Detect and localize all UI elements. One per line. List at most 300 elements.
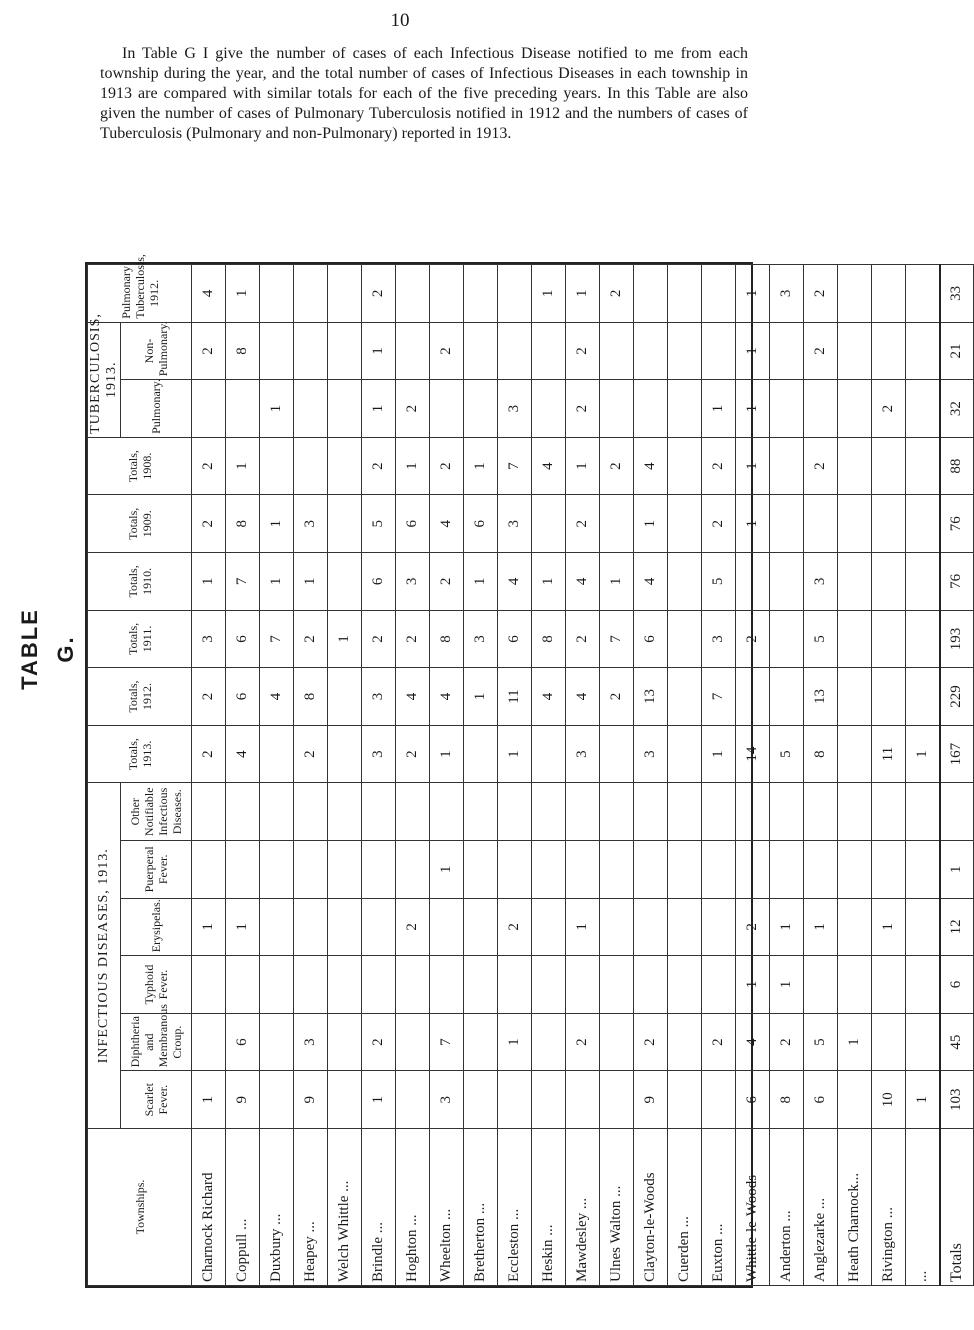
table-cell: 5 [804, 1013, 838, 1071]
table-cell: 2 [362, 1013, 396, 1071]
table-cell: 6 [226, 610, 260, 668]
table-cell: 1 [702, 380, 736, 438]
table-cell [872, 956, 906, 1014]
table-cell: 2 [430, 437, 464, 495]
intro-text: In Table G I give the number of cases of each Infectious Disease notified to me from each township during the year, and the total number of cases of Infectious Diseases in each township in 1913 are compared with similar totals for each of the five preceding years. In this Table are also given the number of cases of Pulmonary Tuberculosis notified in 1912 and the numbers of cases of Tuberculosis (Pulmonary and non-Pulmonary) reported in 1913. [100, 45, 748, 142]
table-cell: 1 [736, 265, 770, 323]
township-name: Charnock Richard [192, 1129, 226, 1286]
table-cell: 2 [600, 668, 634, 726]
table-cell: 2 [872, 380, 906, 438]
table-cell: 2 [702, 495, 736, 553]
table-cell [702, 898, 736, 956]
table-cell: 2 [362, 265, 396, 323]
table-cell: 2 [396, 898, 430, 956]
col-other-diseases: Other Notifiable Infectious Diseases. [121, 783, 192, 841]
table-cell: 1 [736, 437, 770, 495]
table-cell: 2 [804, 322, 838, 380]
table-cell [464, 783, 498, 841]
table-cell [600, 1013, 634, 1071]
table-cell [668, 437, 702, 495]
township-name: Anglezarke ... [804, 1129, 838, 1286]
table-cell [328, 437, 362, 495]
township-name: Wheelton ... [430, 1129, 464, 1286]
table-cell [872, 553, 906, 611]
table-cell [532, 1013, 566, 1071]
table-cell [328, 898, 362, 956]
table-cell [192, 1013, 226, 1071]
table-cell: 8 [226, 322, 260, 380]
table-cell [906, 437, 940, 495]
table-cell [430, 265, 464, 323]
table-cell [532, 1071, 566, 1129]
table-cell [770, 495, 804, 553]
table-cell: 7 [430, 1013, 464, 1071]
table-cell: 5 [770, 725, 804, 783]
table-cell [294, 265, 328, 323]
table-row [906, 265, 940, 1286]
table-row [600, 265, 634, 1286]
table-cell [498, 1071, 532, 1129]
township-name: Bretherton ... [464, 1129, 498, 1286]
table-cell [872, 1013, 906, 1071]
table-cell [838, 322, 872, 380]
table-cell: 6 [736, 1071, 770, 1129]
totals-row [940, 265, 974, 1286]
table-cell: 3 [294, 495, 328, 553]
table-cell [838, 437, 872, 495]
table-cell: 3 [498, 380, 532, 438]
total-cell: 88 [940, 437, 974, 495]
table-cell: 4 [430, 668, 464, 726]
table-row [192, 265, 226, 1286]
township-name: Hoghton ... [396, 1129, 430, 1286]
table-cell [906, 1013, 940, 1071]
table-cell [668, 898, 702, 956]
table-cell [430, 783, 464, 841]
col-erysipelas: Erysipelas. [121, 898, 192, 956]
table-cell [226, 380, 260, 438]
table-cell: 1 [226, 898, 260, 956]
table-cell [872, 610, 906, 668]
table-cell: 8 [532, 610, 566, 668]
table-cell: 3 [430, 1071, 464, 1129]
table-cell: 2 [498, 898, 532, 956]
table-cell: 8 [430, 610, 464, 668]
table-cell: 1 [872, 898, 906, 956]
table-cell [668, 956, 702, 1014]
table-cell [294, 437, 328, 495]
table-cell [294, 380, 328, 438]
table-cell [362, 841, 396, 899]
table-cell: 11 [872, 725, 906, 783]
table-cell [804, 380, 838, 438]
township-name: Heskin ... [532, 1129, 566, 1286]
table-cell: 1 [736, 380, 770, 438]
township-name: ... [906, 1129, 940, 1286]
table-cell: 2 [736, 610, 770, 668]
table-cell: 3 [192, 610, 226, 668]
table-cell: 2 [566, 610, 600, 668]
table-cell: 1 [192, 553, 226, 611]
table-cell [396, 265, 430, 323]
table-cell: 2 [634, 1013, 668, 1071]
table-cell [838, 495, 872, 553]
table-cell: 6 [396, 495, 430, 553]
table-cell: 2 [294, 610, 328, 668]
col-pulmonary: Pulmonary. [121, 380, 192, 438]
table-cell: 6 [226, 1013, 260, 1071]
table-cell: 6 [226, 668, 260, 726]
table-cell [328, 322, 362, 380]
table-cell: 9 [226, 1071, 260, 1129]
table-cell: 2 [600, 437, 634, 495]
table-row [396, 265, 430, 1286]
table-cell [430, 380, 464, 438]
table-cell [668, 495, 702, 553]
table-cell: 1 [464, 553, 498, 611]
table-cell [702, 265, 736, 323]
col-totals-1912: Totals, 1912. [88, 668, 192, 726]
table-cell: 2 [192, 322, 226, 380]
table-cell: 8 [770, 1071, 804, 1129]
table-cell [668, 610, 702, 668]
township-name: Coppull ... [226, 1129, 260, 1286]
table-cell [430, 898, 464, 956]
table-cell [328, 956, 362, 1014]
table-cell [770, 610, 804, 668]
table-cell [668, 1071, 702, 1129]
table-cell [294, 322, 328, 380]
table-cell [328, 668, 362, 726]
col-scarlet-fever: Scarlet Fever. [121, 1071, 192, 1129]
table-cell [906, 841, 940, 899]
table-cell: 2 [396, 725, 430, 783]
township-name: Mawdesley ... [566, 1129, 600, 1286]
rotated-table-container [87, 254, 965, 1286]
total-cell: 21 [940, 322, 974, 380]
township-name: Euxton ... [702, 1129, 736, 1286]
col-diphtheria: Diphtheria and Membranous Croup. [121, 1013, 192, 1071]
table-cell [838, 783, 872, 841]
table-cell: 10 [872, 1071, 906, 1129]
table-cell [702, 1071, 736, 1129]
table-cell [260, 841, 294, 899]
table-cell [464, 380, 498, 438]
table-cell: 1 [566, 265, 600, 323]
table-cell: 2 [566, 380, 600, 438]
table-cell: 1 [804, 898, 838, 956]
table-cell: 2 [396, 610, 430, 668]
table-cell [464, 322, 498, 380]
table-cell: 6 [362, 553, 396, 611]
table-cell: 1 [498, 1013, 532, 1071]
table-cell [736, 783, 770, 841]
table-cell: 4 [430, 495, 464, 553]
col-totals-1909: Totals, 1909. [88, 495, 192, 553]
table-cell [770, 668, 804, 726]
table-cell [906, 380, 940, 438]
tb-group-header: TUBERCULOSIS, 1913. [88, 322, 121, 437]
table-cell: 1 [260, 380, 294, 438]
col-totals-1908: Totals, 1908. [88, 437, 192, 495]
table-row [294, 265, 328, 1286]
table-cell: 2 [770, 1013, 804, 1071]
table-cell [804, 956, 838, 1014]
table-cell: 8 [804, 725, 838, 783]
table-cell: 2 [192, 437, 226, 495]
table-cell [838, 956, 872, 1014]
col-totals-1910: Totals, 1910. [88, 553, 192, 611]
table-cell [260, 898, 294, 956]
col-totals-1911: Totals, 1911. [88, 610, 192, 668]
table-cell: 1 [464, 668, 498, 726]
table-cell [328, 725, 362, 783]
table-cell: 5 [702, 553, 736, 611]
table-cell: 3 [362, 668, 396, 726]
table-cell: 3 [498, 495, 532, 553]
table-cell [396, 841, 430, 899]
table-cell: 2 [430, 322, 464, 380]
table-cell: 2 [192, 495, 226, 553]
table-cell [566, 1071, 600, 1129]
total-cell: 167 [940, 725, 974, 783]
table-cell: 6 [804, 1071, 838, 1129]
table-cell [770, 783, 804, 841]
table-cell [294, 898, 328, 956]
total-cell: 103 [940, 1071, 974, 1129]
table-cell [600, 322, 634, 380]
table-cell: 1 [838, 1013, 872, 1071]
table-cell [532, 495, 566, 553]
table-cell [838, 610, 872, 668]
table-cell [668, 725, 702, 783]
table-cell [498, 783, 532, 841]
table-cell [600, 783, 634, 841]
township-name: Brindle ... [362, 1129, 396, 1286]
table-cell: 1 [260, 495, 294, 553]
table-cell [532, 322, 566, 380]
total-cell: 76 [940, 553, 974, 611]
table-cell [260, 1013, 294, 1071]
table-cell: 2 [804, 265, 838, 323]
table-cell: 9 [294, 1071, 328, 1129]
table-cell: 2 [566, 322, 600, 380]
township-name: Anderton ... [770, 1129, 804, 1286]
table-cell [464, 1013, 498, 1071]
table-cell: 3 [464, 610, 498, 668]
table-cell [192, 783, 226, 841]
infectious-group-header: INFECTIOUS DISEASES, 1913. [88, 783, 121, 1129]
intro-paragraph [100, 44, 748, 144]
table-cell [396, 956, 430, 1014]
table-cell: 4 [532, 668, 566, 726]
township-name: Whittle-le-Woods [736, 1129, 770, 1286]
table-cell: 4 [192, 265, 226, 323]
table-cell: 2 [362, 610, 396, 668]
table-cell [498, 956, 532, 1014]
table-cell [702, 841, 736, 899]
table-label: TABLE G. [17, 608, 78, 690]
table-cell: 8 [226, 495, 260, 553]
table-body [192, 265, 974, 1286]
table-cell: 1 [600, 553, 634, 611]
table-cell [396, 322, 430, 380]
table-cell: 4 [226, 725, 260, 783]
table-cell: 7 [600, 610, 634, 668]
table-cell: 13 [804, 668, 838, 726]
page-number: 10 [390, 10, 410, 31]
table-cell: 5 [804, 610, 838, 668]
total-cell: 32 [940, 380, 974, 438]
table-cell [872, 265, 906, 323]
table-frame [85, 254, 965, 1288]
table-cell [532, 380, 566, 438]
table-cell [328, 265, 362, 323]
table-cell: 1 [736, 956, 770, 1014]
table-cell [532, 956, 566, 1014]
table-cell: 14 [736, 725, 770, 783]
table-cell [838, 1071, 872, 1129]
table-cell [362, 898, 396, 956]
table-cell [668, 783, 702, 841]
table-cell [770, 437, 804, 495]
table-cell [396, 1071, 430, 1129]
table-cell [260, 322, 294, 380]
table-cell [260, 956, 294, 1014]
table-cell [566, 783, 600, 841]
table-cell: 5 [362, 495, 396, 553]
table-cell: 1 [362, 322, 396, 380]
table-cell: 1 [226, 265, 260, 323]
table-cell [600, 380, 634, 438]
table-cell [804, 783, 838, 841]
table-cell: 1 [702, 725, 736, 783]
total-cell: 6 [940, 956, 974, 1014]
table-row [668, 265, 702, 1286]
table-cell: 1 [532, 265, 566, 323]
township-name: Rivington ... [872, 1129, 906, 1286]
total-cell: 76 [940, 495, 974, 553]
table-cell [702, 956, 736, 1014]
township-name: Ulnes Walton ... [600, 1129, 634, 1286]
table-cell: 6 [464, 495, 498, 553]
table-cell [668, 1013, 702, 1071]
table-cell [328, 553, 362, 611]
table-cell: 1 [770, 956, 804, 1014]
table-cell: 1 [464, 437, 498, 495]
table-cell [668, 841, 702, 899]
table-cell [566, 956, 600, 1014]
table-cell [668, 380, 702, 438]
table-cell: 1 [294, 553, 328, 611]
table-cell: 1 [362, 1071, 396, 1129]
table-cell [634, 380, 668, 438]
table-cell: 2 [566, 495, 600, 553]
table-row [736, 265, 770, 1286]
table-cell: 2 [192, 668, 226, 726]
table-cell [804, 841, 838, 899]
table-cell: 11 [498, 668, 532, 726]
table-cell: 3 [804, 553, 838, 611]
table-cell [532, 898, 566, 956]
table-cell: 13 [634, 668, 668, 726]
table-row [260, 265, 294, 1286]
table-cell [906, 495, 940, 553]
table-cell: 1 [634, 495, 668, 553]
table-cell [634, 841, 668, 899]
col-non-pulmonary: Non-Pulmonary. [121, 322, 192, 380]
table-cell [906, 322, 940, 380]
table-cell [600, 841, 634, 899]
township-name: Welch Whittle ... [328, 1129, 362, 1286]
table-cell [634, 265, 668, 323]
table-cell [566, 841, 600, 899]
table-cell [328, 495, 362, 553]
table-cell: 1 [192, 1071, 226, 1129]
table-cell [260, 265, 294, 323]
table-cell: 7 [498, 437, 532, 495]
table-row [498, 265, 532, 1286]
table-cell [532, 783, 566, 841]
table-cell: 2 [566, 1013, 600, 1071]
table-cell: 1 [736, 322, 770, 380]
table-cell [328, 380, 362, 438]
table-cell [328, 783, 362, 841]
table-cell [464, 841, 498, 899]
table-cell: 1 [566, 437, 600, 495]
townships-header: Townships. [88, 1129, 192, 1286]
township-name: Eccleston ... [498, 1129, 532, 1286]
table-cell [872, 437, 906, 495]
table-cell [838, 725, 872, 783]
table-cell [328, 841, 362, 899]
total-cell: 229 [940, 668, 974, 726]
total-cell: 193 [940, 610, 974, 668]
totals-label: Totals [940, 1129, 974, 1286]
table-cell: 4 [532, 437, 566, 495]
table-cell [906, 610, 940, 668]
table-cell [634, 322, 668, 380]
table-cell: 3 [362, 725, 396, 783]
table-cell [838, 841, 872, 899]
table-cell: 4 [634, 437, 668, 495]
table-row [464, 265, 498, 1286]
table-cell [736, 553, 770, 611]
table-cell [872, 841, 906, 899]
township-name: Duxbury ... [260, 1129, 294, 1286]
table-cell: 2 [736, 898, 770, 956]
table-cell [532, 841, 566, 899]
table-row [226, 265, 260, 1286]
table-cell [600, 1071, 634, 1129]
table-cell [260, 1071, 294, 1129]
table-cell: 7 [226, 553, 260, 611]
table-cell [226, 841, 260, 899]
table-cell: 1 [770, 898, 804, 956]
col-typhoid: Typhoid Fever. [121, 956, 192, 1014]
table-cell: 1 [362, 380, 396, 438]
table-cell [260, 725, 294, 783]
table-cell [328, 1071, 362, 1129]
table-cell: 1 [498, 725, 532, 783]
table-cell: 3 [294, 1013, 328, 1071]
table-cell [872, 322, 906, 380]
table-cell [770, 380, 804, 438]
table-cell [600, 898, 634, 956]
table-cell [838, 553, 872, 611]
table-cell [260, 783, 294, 841]
table-cell [498, 841, 532, 899]
